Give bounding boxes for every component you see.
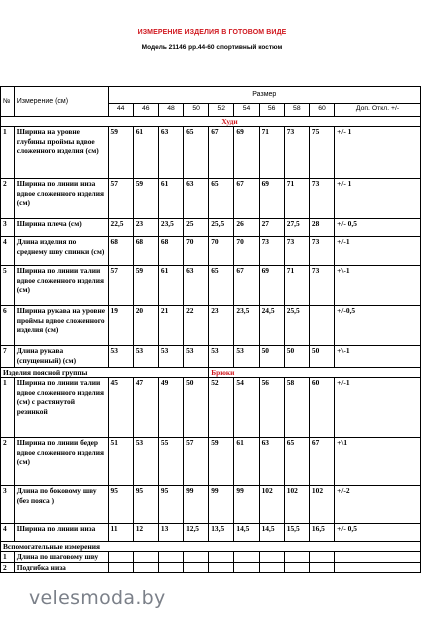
- row-number: 1: [1, 127, 15, 179]
- table-row: [1, 266, 421, 306]
- size-value-cell: 59: [108, 127, 133, 179]
- row-number: 5: [1, 266, 15, 306]
- section-trousers: Брюки: [209, 368, 421, 378]
- tolerance-cell: [335, 562, 421, 573]
- size-value-cell: 102: [259, 486, 284, 524]
- size-header-cell: 60: [309, 104, 334, 117]
- tolerance-cell: +\-1: [335, 266, 421, 306]
- header-measurement: Измерение (см): [14, 87, 108, 117]
- size-value-cell: 95: [158, 486, 183, 524]
- size-value-cell: [209, 552, 234, 563]
- table-row: [1, 237, 421, 266]
- size-value-cell: 73: [309, 266, 334, 306]
- size-value-cell: 61: [158, 179, 183, 219]
- size-value-cell: [234, 562, 259, 573]
- size-value-cell: 65: [184, 127, 209, 179]
- size-value-cell: 50: [284, 346, 309, 368]
- size-value-cell: 24,5: [259, 306, 284, 346]
- size-value-cell: [309, 306, 334, 346]
- tolerance-cell: +/-2: [335, 486, 421, 524]
- measurement-name: Длина по боковому шву (без пояса ): [14, 486, 108, 524]
- size-value-cell: 71: [259, 127, 284, 179]
- size-header-cell: 44: [108, 104, 133, 117]
- size-value-cell: 14,5: [259, 524, 284, 542]
- measurement-name: Ширина по линии бедер вдвое сложенного изделия (см): [14, 438, 108, 486]
- row-number: 3: [1, 486, 15, 524]
- size-value-cell: 13: [158, 524, 183, 542]
- size-header-cell: 46: [133, 104, 158, 117]
- table-row: [1, 127, 421, 179]
- size-value-cell: 57: [108, 179, 133, 219]
- measurement-name: Подгибка низа: [14, 562, 108, 573]
- tolerance-cell: [335, 552, 421, 563]
- size-value-cell: 23,5: [234, 306, 259, 346]
- size-value-cell: 47: [133, 378, 158, 438]
- tolerance-cell: +\-1: [335, 346, 421, 368]
- size-value-cell: 50: [309, 346, 334, 368]
- size-value-cell: 63: [259, 438, 284, 486]
- measurement-name: Ширина по линии низа вдвое сложенного изделия (см): [14, 179, 108, 219]
- table-row: [1, 524, 421, 542]
- tolerance-cell: +/- 0,5: [335, 524, 421, 542]
- size-value-cell: 60: [309, 378, 334, 438]
- size-value-cell: 69: [259, 179, 284, 219]
- size-value-cell: [184, 552, 209, 563]
- size-value-cell: 67: [234, 266, 259, 306]
- size-value-cell: [158, 552, 183, 563]
- row-number: 3: [1, 219, 15, 237]
- size-value-cell: 26: [234, 219, 259, 237]
- size-value-cell: [284, 562, 309, 573]
- size-value-cell: 95: [108, 486, 133, 524]
- size-value-cell: [209, 562, 234, 573]
- measurement-name: Ширина по линии талии вдвое сложенного изделия (см): [14, 266, 108, 306]
- size-value-cell: 53: [184, 346, 209, 368]
- size-value-cell: 73: [284, 127, 309, 179]
- size-header-cell: 56: [259, 104, 284, 117]
- size-value-cell: 59: [209, 438, 234, 486]
- table-row: [1, 438, 421, 486]
- document-subtitle: Модель 21146 рр.44-60 спортивный костюм: [141, 44, 283, 51]
- size-value-cell: 70: [234, 237, 259, 266]
- size-value-cell: [184, 562, 209, 573]
- size-value-cell: [158, 562, 183, 573]
- measurement-table: [0, 86, 421, 573]
- size-value-cell: 50: [259, 346, 284, 368]
- size-value-cell: 13,5: [209, 524, 234, 542]
- size-value-cell: 53: [133, 346, 158, 368]
- size-value-cell: 54: [234, 378, 259, 438]
- header-number: №: [1, 87, 15, 117]
- size-value-cell: 57: [108, 266, 133, 306]
- size-value-cell: 71: [284, 266, 309, 306]
- size-value-cell: 23: [133, 219, 158, 237]
- tolerance-cell: +/-1: [335, 237, 421, 266]
- size-value-cell: 15,5: [284, 524, 309, 542]
- size-value-cell: 55: [158, 438, 183, 486]
- row-number: 2: [1, 438, 15, 486]
- size-value-cell: 102: [309, 486, 334, 524]
- measurement-name: Ширина по линии талии вдвое сложенного изделия (см) с растянутой резинкой: [14, 378, 108, 438]
- tolerance-header: Доп. Откл. +/-: [335, 104, 421, 117]
- size-value-cell: 14,5: [234, 524, 259, 542]
- measurement-name: Ширина рукава на уровне проймы вдвое сложенного изделия (см): [14, 306, 108, 346]
- measurement-name: Длина рукава (спущенный) (см): [14, 346, 108, 368]
- row-number: 1: [1, 552, 15, 563]
- size-value-cell: 19: [108, 306, 133, 346]
- size-value-cell: 20: [133, 306, 158, 346]
- table-row: [1, 219, 421, 237]
- size-value-cell: 23,5: [158, 219, 183, 237]
- size-value-cell: 67: [234, 179, 259, 219]
- header-size: Размер: [108, 87, 420, 104]
- size-value-cell: [108, 562, 133, 573]
- row-number: 2: [1, 179, 15, 219]
- size-value-cell: 61: [133, 127, 158, 179]
- table-row: [1, 552, 421, 563]
- size-value-cell: 52: [209, 378, 234, 438]
- size-value-cell: 11: [108, 524, 133, 542]
- size-value-cell: [309, 552, 334, 563]
- size-value-cell: 73: [309, 179, 334, 219]
- size-value-cell: 65: [209, 179, 234, 219]
- size-value-cell: 56: [259, 378, 284, 438]
- size-value-cell: 102: [284, 486, 309, 524]
- section-hoodie: Худи: [1, 117, 421, 127]
- size-value-cell: 25,5: [209, 219, 234, 237]
- size-value-cell: 59: [133, 179, 158, 219]
- size-value-cell: 16,5: [309, 524, 334, 542]
- size-value-cell: 70: [184, 237, 209, 266]
- size-value-cell: 22,5: [108, 219, 133, 237]
- measurement-name: Длина изделия по среднему шву спинки (см): [14, 237, 108, 266]
- table-row: [1, 179, 421, 219]
- size-value-cell: 99: [209, 486, 234, 524]
- size-value-cell: [259, 552, 284, 563]
- size-value-cell: 57: [184, 438, 209, 486]
- size-value-cell: 21: [158, 306, 183, 346]
- size-value-cell: 25,5: [284, 306, 309, 346]
- size-value-cell: 50: [184, 378, 209, 438]
- size-header-cell: 54: [234, 104, 259, 117]
- size-header-cell: 48: [158, 104, 183, 117]
- size-value-cell: [108, 552, 133, 563]
- size-value-cell: 45: [108, 378, 133, 438]
- size-value-cell: [133, 562, 158, 573]
- document-title: ИЗМЕРЕНИЕ ИЗДЕЛИЯ В ГОТОВОМ ВИДЕ: [137, 29, 287, 36]
- size-value-cell: 49: [158, 378, 183, 438]
- size-value-cell: 59: [133, 266, 158, 306]
- size-value-cell: 63: [184, 266, 209, 306]
- table-row: [1, 306, 421, 346]
- row-number: 4: [1, 237, 15, 266]
- size-value-cell: 63: [158, 127, 183, 179]
- size-value-cell: 63: [184, 179, 209, 219]
- size-value-cell: 27: [259, 219, 284, 237]
- size-value-cell: 75: [309, 127, 334, 179]
- size-header-cell: 52: [209, 104, 234, 117]
- size-value-cell: 53: [209, 346, 234, 368]
- tolerance-cell: +/-1: [335, 378, 421, 438]
- size-value-cell: [284, 552, 309, 563]
- tolerance-cell: +/- 1: [335, 127, 421, 179]
- size-value-cell: 70: [209, 237, 234, 266]
- size-header-cell: 50: [184, 104, 209, 117]
- table-row: [1, 378, 421, 438]
- size-value-cell: 61: [158, 266, 183, 306]
- size-value-cell: 53: [158, 346, 183, 368]
- tolerance-cell: +\1: [335, 438, 421, 486]
- size-value-cell: 12,5: [184, 524, 209, 542]
- size-value-cell: 61: [234, 438, 259, 486]
- size-value-cell: 68: [108, 237, 133, 266]
- section-auxiliary: Вспомогательные измерения: [1, 542, 421, 552]
- size-value-cell: 65: [209, 266, 234, 306]
- watermark: velesmoda.by: [29, 587, 166, 609]
- size-value-cell: 73: [259, 237, 284, 266]
- row-number: 4: [1, 524, 15, 542]
- size-value-cell: 53: [133, 438, 158, 486]
- measurement-name: Ширина по линии низа: [14, 524, 108, 542]
- size-value-cell: 67: [209, 127, 234, 179]
- size-value-cell: 68: [158, 237, 183, 266]
- size-value-cell: 58: [284, 378, 309, 438]
- size-value-cell: 53: [234, 346, 259, 368]
- size-value-cell: 71: [284, 179, 309, 219]
- size-value-cell: 99: [184, 486, 209, 524]
- size-value-cell: 68: [133, 237, 158, 266]
- measurement-name: Ширина на уровне глубины проймы вдвое сложенного изделия (см): [14, 127, 108, 179]
- table-row: [1, 562, 421, 573]
- size-value-cell: 27,5: [284, 219, 309, 237]
- table-row: [1, 346, 421, 368]
- row-number: 7: [1, 346, 15, 368]
- size-value-cell: 23: [209, 306, 234, 346]
- size-value-cell: 65: [284, 438, 309, 486]
- section-bottoms-group: Изделия поясной группы: [1, 368, 209, 378]
- size-value-cell: [133, 552, 158, 563]
- size-value-cell: 69: [234, 127, 259, 179]
- size-value-cell: [234, 552, 259, 563]
- size-value-cell: 51: [108, 438, 133, 486]
- table-row: [1, 486, 421, 524]
- tolerance-cell: +/- 1: [335, 179, 421, 219]
- size-value-cell: 99: [234, 486, 259, 524]
- size-value-cell: [309, 562, 334, 573]
- size-value-cell: [259, 562, 284, 573]
- size-value-cell: 53: [108, 346, 133, 368]
- size-value-cell: 22: [184, 306, 209, 346]
- size-header-cell: 58: [284, 104, 309, 117]
- size-value-cell: 67: [309, 438, 334, 486]
- tolerance-cell: +/- 0,5: [335, 219, 421, 237]
- size-value-cell: 28: [309, 219, 334, 237]
- tolerance-cell: +/-0,5: [335, 306, 421, 346]
- size-value-cell: 12: [133, 524, 158, 542]
- size-value-cell: 73: [284, 237, 309, 266]
- size-value-cell: 95: [133, 486, 158, 524]
- size-value-cell: 69: [259, 266, 284, 306]
- size-value-cell: 25: [184, 219, 209, 237]
- row-number: 1: [1, 378, 15, 438]
- row-number: 2: [1, 562, 15, 573]
- measurement-name: Ширина плеча (см): [14, 219, 108, 237]
- row-number: 6: [1, 306, 15, 346]
- measurement-name: Длина по шаговому шву: [14, 552, 108, 563]
- size-value-cell: 73: [309, 237, 334, 266]
